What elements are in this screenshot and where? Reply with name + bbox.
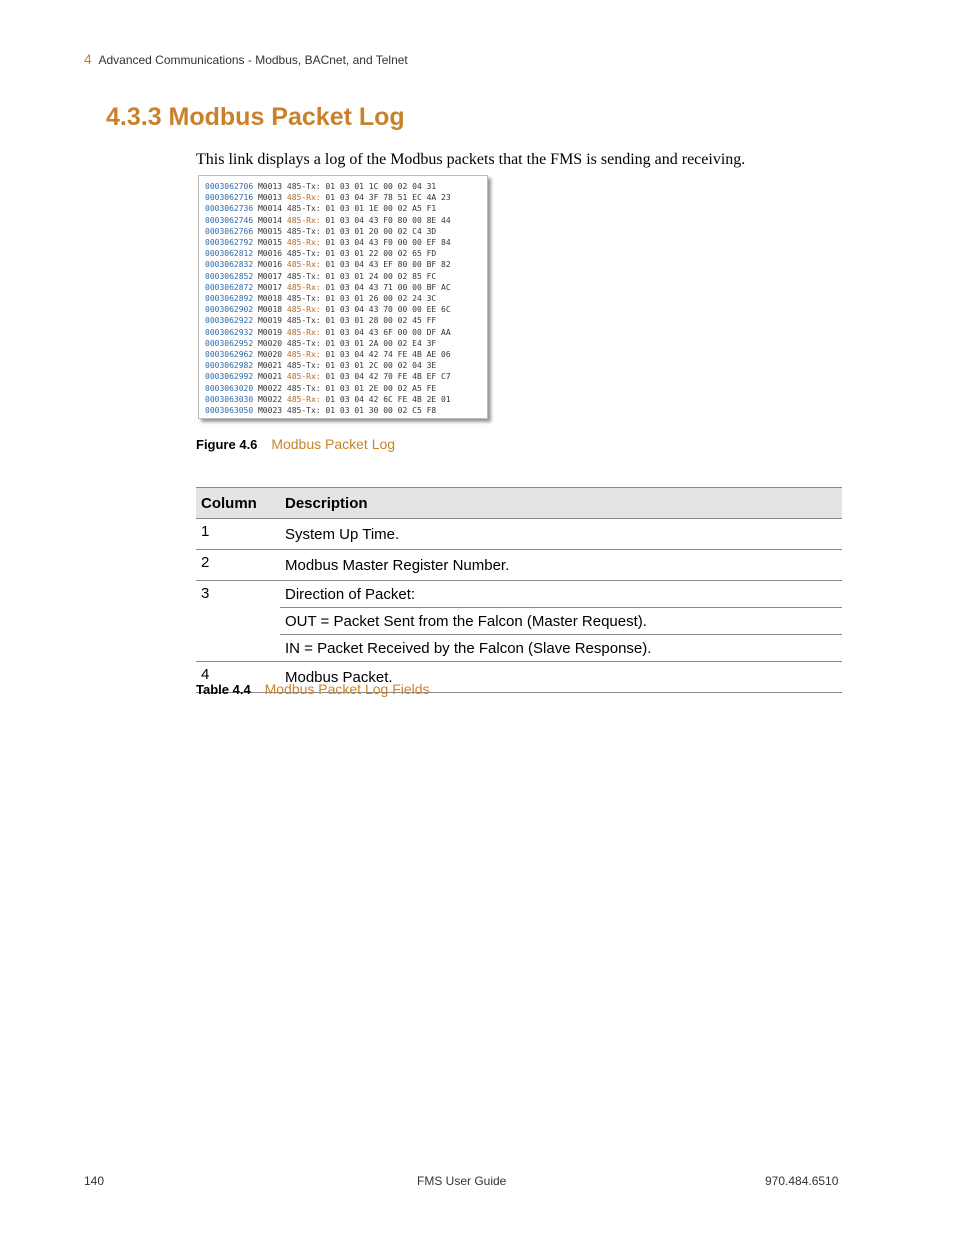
log-line [205, 259, 451, 270]
log-bytes: 01 03 04 42 70 FE 4B EF C7 [320, 372, 451, 382]
log-line [205, 293, 436, 304]
section-title: 4.3.3 Modbus Packet Log [106, 103, 405, 131]
log-line [205, 371, 451, 382]
column-header-description: Description [280, 488, 842, 519]
log-timestamp: 0003062892 [205, 294, 254, 303]
log-timestamp: 0003062872 [205, 282, 254, 292]
log-line [205, 304, 451, 315]
row-column-number: 1 [196, 519, 280, 550]
log-register: M0016 [253, 260, 287, 270]
log-register: M0019 [253, 327, 287, 337]
log-timestamp: 0003063020 [205, 383, 254, 393]
row-description: Modbus Packet. [280, 662, 842, 693]
log-timestamp: 0003062792 [205, 238, 254, 247]
log-timestamp: 0003062716 [205, 193, 254, 203]
log-bytes: 01 03 01 1E 00 02 A5 F1 [320, 204, 437, 214]
log-direction: 485-Rx: [286, 282, 321, 292]
row-description: Modbus Master Register Number. [280, 550, 842, 581]
log-bytes: 01 03 04 43 F0 00 00 EF 84 [320, 238, 451, 247]
table-subrow [196, 635, 842, 662]
row-description: System Up Time. [280, 519, 842, 550]
chapter-title: Advanced Communications - Modbus, BACnet, and Telnet [98, 53, 408, 67]
log-direction: 485-Tx: [286, 271, 321, 281]
log-line [205, 192, 451, 203]
log-timestamp: 0003062766 [205, 226, 254, 236]
row-column-number: 2 [196, 550, 280, 581]
table-row [196, 581, 842, 608]
log-register: M0017 [253, 271, 287, 281]
footer-title: FMS User Guide [417, 1174, 507, 1188]
log-register: M0018 [253, 305, 287, 315]
log-bytes: 01 03 04 43 70 00 00 EE 6C [320, 305, 451, 315]
log-bytes: 01 03 01 2E 00 02 A5 FE [320, 383, 437, 393]
log-timestamp: 0003062952 [205, 338, 254, 348]
table-row [196, 550, 842, 581]
log-line [205, 282, 451, 293]
log-register: M0022 [253, 394, 287, 404]
log-direction: 485-Tx: [286, 406, 321, 415]
row-column-number: 3 [196, 581, 280, 662]
log-bytes: 01 03 04 43 6F 00 00 DF AA [320, 327, 451, 337]
log-timestamp: 0003062832 [205, 260, 254, 270]
log-register: M0017 [253, 282, 287, 292]
log-line [205, 338, 436, 349]
log-register: M0022 [253, 383, 287, 393]
table-title: Modbus Packet Log Fields [264, 681, 430, 697]
log-direction: 485-Tx: [286, 383, 321, 393]
log-register: M0014 [253, 204, 287, 214]
log-direction: 485-Rx: [286, 394, 321, 404]
log-register: M0019 [253, 316, 287, 326]
log-bytes: 01 03 01 26 00 02 24 3C [320, 294, 437, 303]
log-line [205, 405, 436, 416]
footer-phone: 970.484.6510 [765, 1174, 839, 1188]
log-timestamp: 0003063030 [205, 394, 254, 404]
figure-caption [196, 436, 395, 452]
log-direction: 485-Rx: [286, 372, 321, 382]
log-register: M0021 [253, 372, 287, 382]
log-timestamp: 0003063050 [205, 406, 254, 415]
log-line [205, 315, 436, 326]
column-header-column: Column [196, 488, 280, 519]
row-column-number: 4 [196, 662, 280, 693]
log-register: M0020 [253, 338, 287, 348]
log-bytes: 01 03 01 2C 00 02 04 3E [320, 361, 437, 371]
log-bytes: 01 03 01 30 00 02 C5 F8 [320, 406, 437, 415]
log-register: M0016 [253, 249, 287, 259]
log-timestamp: 0003062992 [205, 372, 254, 382]
log-line [205, 349, 451, 360]
log-timestamp: 0003062902 [205, 305, 254, 315]
row-sub-description: OUT = Packet Sent from the Falcon (Master Request). [280, 608, 842, 635]
log-line [205, 327, 451, 338]
log-direction: 485-Tx: [286, 204, 321, 214]
log-line [205, 383, 436, 394]
log-bytes: 01 03 01 28 00 02 45 FF [320, 316, 437, 326]
log-direction: 485-Rx: [286, 327, 321, 337]
log-line [205, 271, 436, 282]
log-bytes: 01 03 01 2A 00 02 E4 3F [320, 338, 437, 348]
log-line [205, 203, 436, 214]
log-timestamp: 0003062812 [205, 249, 254, 259]
log-register: M0015 [253, 238, 287, 247]
log-register: M0021 [253, 361, 287, 371]
log-timestamp: 0003062736 [205, 204, 254, 214]
log-timestamp: 0003062932 [205, 327, 254, 337]
log-timestamp: 0003062746 [205, 215, 254, 225]
log-direction: 485-Tx: [286, 249, 321, 259]
log-bytes: 01 03 04 3F 78 51 EC 4A 23 [320, 193, 451, 203]
log-register: M0014 [253, 215, 287, 225]
log-bytes: 01 03 04 43 F0 80 00 8E 44 [320, 215, 451, 225]
log-direction: 485-Tx: [286, 338, 321, 348]
row-description: Direction of Packet: [280, 581, 842, 608]
log-direction: 485-Rx: [286, 305, 321, 315]
page-number: 140 [84, 1174, 105, 1188]
log-bytes: 01 03 01 20 00 02 C4 3D [320, 226, 437, 236]
log-direction: 485-Rx: [286, 193, 321, 203]
log-direction: 485-Tx: [286, 316, 321, 326]
log-register: M0023 [253, 406, 287, 415]
log-line [205, 215, 451, 226]
log-direction: 485-Tx: [286, 361, 321, 371]
log-timestamp: 0003062706 [205, 182, 254, 191]
figure-label: Figure 4.6 [196, 437, 258, 452]
table-caption [196, 681, 430, 697]
log-timestamp: 0003062962 [205, 350, 254, 359]
table-label: Table 4.4 [196, 682, 251, 697]
table-header-row [196, 488, 842, 519]
fields-table [196, 487, 842, 693]
log-direction: 485-Rx: [286, 215, 321, 225]
table-row [196, 519, 842, 550]
log-direction: 485-Tx: [286, 294, 321, 303]
log-direction: 485-Rx: [286, 238, 321, 247]
running-header [84, 51, 408, 67]
log-bytes: 01 03 01 22 00 02 65 FD [320, 249, 437, 259]
log-line [205, 248, 436, 259]
log-bytes: 01 03 04 43 71 00 00 BF AC [320, 282, 451, 292]
log-direction: 485-Tx: [286, 182, 321, 191]
log-line [205, 360, 436, 371]
packet-log-screenshot [198, 175, 488, 419]
log-direction: 485-Tx: [286, 226, 321, 236]
figure-title: Modbus Packet Log [271, 436, 396, 452]
log-timestamp: 0003062852 [205, 271, 254, 281]
log-register: M0015 [253, 226, 287, 236]
table-subrow [196, 608, 842, 635]
log-line [205, 181, 436, 192]
log-register: M0020 [253, 350, 287, 359]
log-timestamp: 0003062982 [205, 361, 254, 371]
log-line [205, 226, 436, 237]
log-direction: 485-Rx: [286, 350, 321, 359]
log-bytes: 01 03 04 42 74 FE 4B AE 06 [320, 350, 451, 359]
chapter-number: 4 [84, 51, 92, 67]
log-bytes: 01 03 01 24 00 02 85 FC [320, 271, 437, 281]
log-timestamp: 0003062922 [205, 316, 254, 326]
log-bytes: 01 03 01 1C 00 02 04 31 [320, 182, 437, 191]
log-bytes: 01 03 04 43 EF 80 00 BF 82 [320, 260, 451, 270]
log-bytes: 01 03 04 42 6C FE 4B 2E 01 [320, 394, 451, 404]
section-intro: This link displays a log of the Modbus packets that the FMS is sending and receiving. [196, 151, 746, 168]
log-line [205, 237, 451, 248]
log-register: M0013 [253, 193, 287, 203]
log-register: M0018 [253, 294, 287, 303]
log-register: M0013 [253, 182, 287, 191]
log-line [205, 394, 451, 405]
row-sub-description: IN = Packet Received by the Falcon (Slave Response). [280, 635, 842, 662]
log-direction: 485-Rx: [286, 260, 321, 270]
